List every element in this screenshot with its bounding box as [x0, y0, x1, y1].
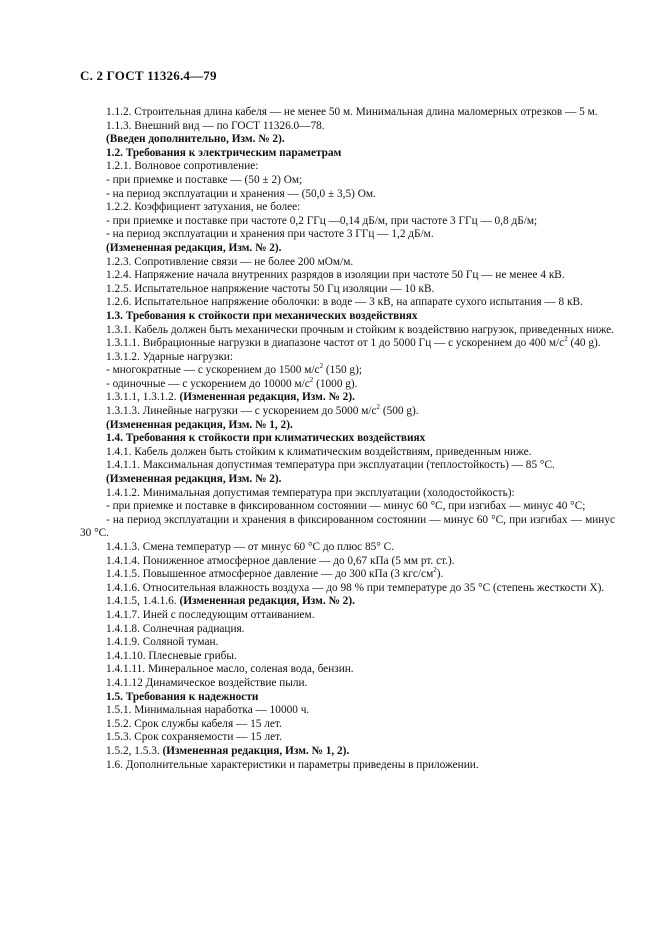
bold-paragraph	[80, 473, 615, 487]
paragraph	[80, 541, 615, 555]
paragraph	[80, 405, 615, 419]
paragraph	[80, 228, 615, 242]
paragraph-text: 1.4.1.8. Солнечная радиация.	[106, 622, 245, 635]
paragraph	[80, 500, 615, 514]
paragraph-text: - на период эксплуатации и хранения в фиксированном состоянии — минус 60 °С, при изгибах — минус 30 °С.	[80, 513, 615, 540]
paragraph	[80, 514, 615, 541]
amendment-note: (Измененная редакция, Изм. № 1, 2).	[162, 744, 350, 757]
paragraph-text: 1.4.1.5, 1.4.1.6.	[106, 595, 180, 608]
paragraph	[80, 364, 615, 378]
paragraph-text: 1.2.3. Сопротивление связи — не более 200 мОм/м.	[106, 255, 354, 268]
amendment-note: (Измененная редакция, Изм. № 2).	[179, 595, 355, 608]
paragraph-text: 1.6. Дополнительные характеристики и параметры приведены в приложении.	[106, 758, 479, 771]
paragraph-text: - одиночные — с ускорением до 10000 $м/с^2$ (1000 g).	[106, 376, 358, 390]
paragraph-text: - многократные — с ускорением до 1500 $м/с^2$ (150 g);	[106, 362, 362, 377]
paragraph-text: 1.1.3. Внешний вид — по ГОСТ 11326.0—78.	[106, 119, 325, 132]
paragraph-text: - при приемке и поставке в фиксированном состоянии — минус 60 °С, при изгибах — минус 40 °С;	[106, 500, 586, 513]
document-page	[80, 68, 615, 772]
paragraph-text: - при приемке и поставке — (50 ± 2) Ом;	[106, 173, 303, 186]
paragraph	[80, 582, 615, 596]
paragraph-text: (Измененная редакция, Изм. № 1, 2).	[106, 418, 293, 431]
paragraph	[80, 487, 615, 501]
paragraph-text: 1.4.1.11. Минеральное масло, соленая вода, бензин.	[106, 663, 354, 676]
paragraph	[80, 731, 615, 745]
paragraph	[80, 595, 615, 609]
bold-paragraph	[80, 133, 615, 147]
paragraph	[80, 759, 615, 773]
paragraph-text: - при приемке и поставке при частоте 0,2 ГГц —0,14 дБ/м, при частоте 3 ГГц — 0,8 дБ/м;	[106, 214, 538, 227]
paragraph-text: 1.4.1.10. Плесневые грибы.	[106, 649, 237, 662]
paragraph-text: 1.4.1.3. Смена температур — от минус 60 °С до плюс 85° С.	[106, 541, 395, 553]
paragraph	[80, 745, 615, 759]
paragraph	[80, 459, 615, 473]
paragraph-text: 1.3.1.1. Вибрационные нагрузки в диапазоне частот от 1 до 5000 Гц — с ускорением до 400 $м/с^2$ (40 g).	[106, 335, 601, 350]
paragraph	[80, 296, 615, 310]
paragraph	[80, 188, 615, 202]
paragraph	[80, 269, 615, 283]
paragraph-text: 1.1.2. Строительная длина кабеля — не менее 50 м. Минимальная длина маломерных отрезков — 5 м.	[106, 106, 598, 118]
paragraph-text: 1.4.1.6. Относительная влажность воздуха — до 98 % при температуре до 35 °С (степень жесткости X).	[106, 581, 605, 594]
paragraph-text: 1.4.1.5. Повышенное атмосферное давление — до 300 кПа (3 кгс/$см^2$).	[106, 566, 444, 581]
paragraph	[80, 663, 615, 677]
paragraph	[80, 704, 615, 718]
page-header: С. 2 ГОСТ 11326.4—79	[80, 68, 217, 83]
paragraph	[80, 106, 615, 120]
paragraph-text: 1.2.1. Волновое сопротивление:	[106, 160, 259, 173]
amendment-note: (Измененная редакция, Изм. № 2).	[179, 391, 355, 404]
paragraph-text: 1.3.1.2. Ударные нагрузки:	[106, 350, 233, 363]
paragraph	[80, 174, 615, 188]
paragraph-text: 1.2.2. Коэффициент затухания, не более:	[106, 201, 301, 214]
paragraph	[80, 324, 615, 338]
paragraph	[80, 446, 615, 460]
paragraph	[80, 378, 615, 392]
bold-paragraph	[80, 432, 615, 446]
paragraph-text: 1.4. Требования к стойкости при климатических воздействиях	[106, 432, 426, 445]
paragraph-text: 1.4.1.1. Максимальная допустимая температура при эксплуатации (теплостойкость) — 85 °С.	[106, 459, 555, 472]
bold-paragraph	[80, 310, 615, 324]
paragraph-text: 1.4.1.9. Соляной туман.	[106, 636, 219, 649]
paragraph	[80, 351, 615, 365]
paragraph	[80, 120, 615, 134]
paragraph-text: - на период эксплуатации и хранения — (50,0 ± 3,5) Ом.	[106, 187, 376, 200]
paragraph	[80, 256, 615, 270]
paragraph-text: 1.3.1.3. Линейные нагрузки — с ускорением до 5000 $м/с^2$ (500 g).	[106, 403, 419, 418]
paragraph-text: 1.4.1.4. Пониженное атмосферное давление — до 0,67 кПа (5 мм рт. ст.).	[106, 554, 455, 567]
paragraph	[80, 609, 615, 623]
paragraph	[80, 283, 615, 297]
document-body	[80, 106, 615, 772]
paragraph-text: (Измененная редакция, Изм. № 2).	[106, 241, 282, 254]
paragraph-text: 1.3.1.1, 1.3.1.2.	[106, 391, 180, 404]
bold-paragraph	[80, 419, 615, 433]
paragraph-text: (Введен дополнительно, Изм. № 2).	[106, 133, 285, 146]
paragraph	[80, 201, 615, 215]
paragraph-text: 1.5.2. Срок службы кабеля — 15 лет.	[106, 717, 282, 730]
paragraph-text: 1.5.3. Срок сохраняемости — 15 лет.	[106, 731, 283, 744]
paragraph-text: 1.5. Требования к надежности	[106, 690, 259, 703]
paragraph-text: 1.2.4. Напряжение начала внутренних разрядов в изоляции при частоте 50 Гц — не менее 4 кВ.	[106, 269, 565, 282]
paragraph	[80, 215, 615, 229]
paragraph	[80, 677, 615, 691]
paragraph	[80, 337, 615, 351]
paragraph-text: 1.2. Требования к электрическим параметрам	[106, 146, 342, 159]
paragraph-text: 1.5.1. Минимальная наработка — 10000 ч.	[106, 704, 310, 717]
paragraph	[80, 636, 615, 650]
paragraph-text: (Измененная редакция, Изм. № 2).	[106, 473, 282, 486]
paragraph-text: 1.4.1.12 Динамическое воздействие пыли.	[106, 676, 308, 689]
paragraph-text: 1.2.5. Испытательное напряжение частоты 50 Гц изоляции — 10 кВ.	[106, 282, 435, 295]
paragraph-text: 1.5.2, 1.5.3.	[106, 744, 163, 757]
paragraph	[80, 160, 615, 174]
bold-paragraph	[80, 242, 615, 256]
paragraph	[80, 718, 615, 732]
paragraph	[80, 555, 615, 569]
bold-paragraph	[80, 147, 615, 161]
bold-paragraph	[80, 691, 615, 705]
paragraph-text: 1.3.1. Кабель должен быть механически прочным и стойким к воздействию нагрузок, приведенных ниже.	[106, 323, 615, 336]
paragraph-text: 1.2.6. Испытательное напряжение оболочки: в воде — 3 кВ, на аппарате сухого испытания — 8 кВ.	[106, 296, 583, 309]
paragraph-text: 1.4.1.7. Иней с последующим оттаиванием.	[106, 608, 315, 621]
paragraph-text: 1.3. Требования к стойкости при механических воздействиях	[106, 309, 418, 322]
paragraph-text: 1.4.1.2. Минимальная допустимая температура при эксплуатации (холодостойкость):	[106, 486, 515, 499]
paragraph	[80, 650, 615, 664]
paragraph-text: 1.4.1. Кабель должен быть стойким к климатическим воздействиям, приведенным ниже.	[106, 445, 532, 458]
paragraph-text: - на период эксплуатации и хранения при частоте 3 ГГц — 1,2 дБ/м.	[106, 228, 434, 241]
paragraph	[80, 568, 615, 582]
paragraph	[80, 623, 615, 637]
paragraph	[80, 391, 615, 405]
